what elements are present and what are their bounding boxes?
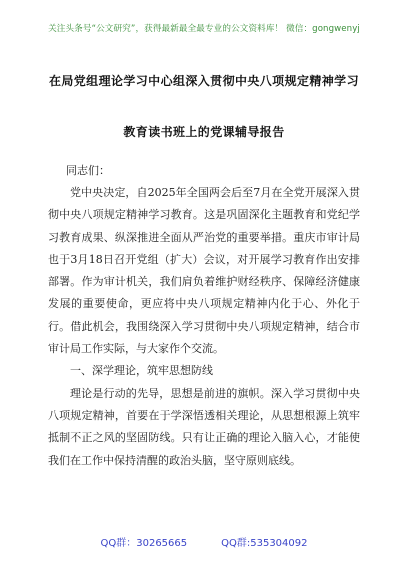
paragraph-theory: 理论是行动的先导，思想是前进的旗帜。深入学习贯彻中央八项规定精神，首要在于学深悟透相关理论，从思想根源上筑牢抵制不正之风的坚固防线。只有让正确的理论入脑入心，才能使我们在工作中保持清醒的政治头脑，坚守原则底线。 xyxy=(48,386,360,467)
banner-text: 关注头条号“公文研究”，获得最新最全最专业的公文资料库！ 微信：gongwenyj xyxy=(48,24,360,34)
document-body xyxy=(48,182,360,472)
footer-qq-group-2: QQ群:535304092 xyxy=(221,538,308,549)
section-heading: 一、深学理论，筑牢思想防线 xyxy=(70,364,213,378)
footer xyxy=(0,534,408,549)
footer-qq-group-1: QQ群：30265665 xyxy=(100,538,188,549)
document-title-line-2: 教育读书班上的党课辅导报告 xyxy=(123,125,285,139)
document-title-line-1: 在局党组理论学习中心组深入贯彻中央八项规定精神学习 xyxy=(48,74,359,88)
header-banner xyxy=(0,0,408,56)
paragraph-intro: 党中央决定，自2025年全国两会后至7月在全党开展深入贯彻中央八项规定精神学习教育。这是巩固深化主题教育和党纪学习教育成果、纵深推进全面从严治党的重要举措。重庆市审计局也于3月18日召开党组（扩大）会议，对开展学习教育作出安排部署。作为审计机关，我们肩负着维护财经秩序、保障经济健康发展的重要使命，更应将中央八项规定精神内化于心、外化于行。借此机会，我围绕深入学习贯彻中央八项规定精神，结合市审计局工作实际，与大家作个交流。 xyxy=(48,186,360,356)
greeting: 同志们： xyxy=(66,164,110,177)
